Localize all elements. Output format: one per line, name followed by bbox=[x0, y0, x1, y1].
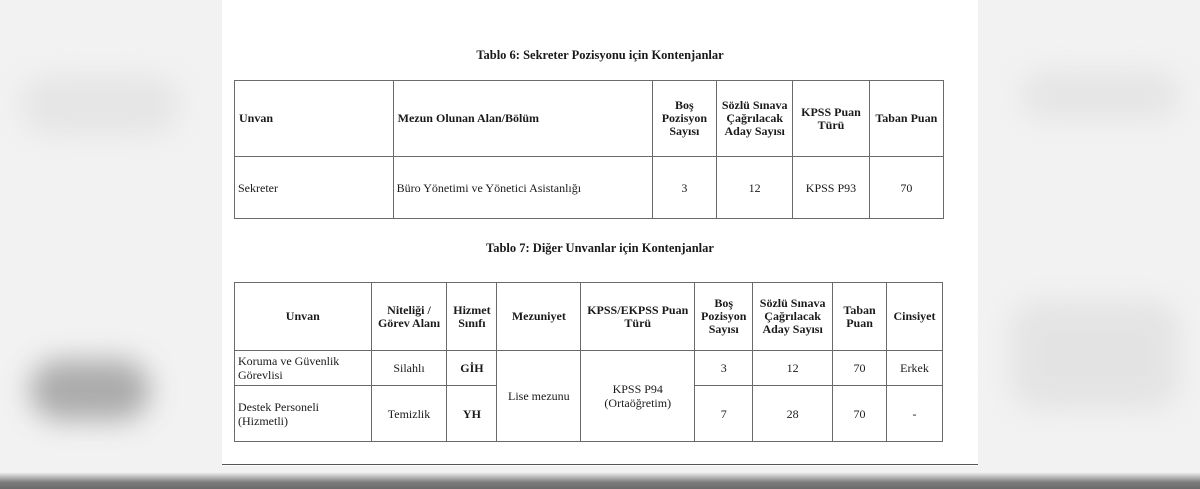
table6-header-taban-puan: Taban Puan bbox=[869, 81, 943, 157]
table7-cell-bos-pozisyon: 3 bbox=[695, 351, 753, 386]
bottom-shadow-strip bbox=[0, 472, 1200, 489]
table7-header-cinsiyet: Cinsiyet bbox=[887, 283, 943, 351]
table6-cell-unvan: Sekreter bbox=[235, 157, 394, 219]
page-bottom-rule bbox=[222, 464, 978, 465]
table7-header-nitelik: Niteliği / Görev Alanı bbox=[371, 283, 447, 351]
table6-caption: Tablo 6: Sekreter Pozisyonu için Kontenjanlar bbox=[476, 48, 724, 62]
table7-header-row bbox=[235, 283, 943, 351]
table6 bbox=[234, 80, 944, 219]
table7-header-unvan: Unvan bbox=[235, 283, 372, 351]
table7-cell-sozlu-sinav: 28 bbox=[753, 386, 833, 442]
table7-caption: Tablo 7: Diğer Unvanlar için Kontenjanlar bbox=[486, 241, 714, 255]
table7-cell-cinsiyet: - bbox=[887, 386, 943, 442]
table7-cell-hizmet-sinifi: YH bbox=[447, 386, 497, 442]
table6-header-unvan: Unvan bbox=[235, 81, 394, 157]
table6-cell-bolum: Büro Yönetimi ve Yönetici Asistanlığı bbox=[393, 157, 652, 219]
table6-header-kpss-puan: KPSS Puan Türü bbox=[793, 81, 869, 157]
table6-cell-sozlu-sinav: 12 bbox=[717, 157, 793, 219]
table7-header-hizmet-sinifi: Hizmet Sınıfı bbox=[447, 283, 497, 351]
table7-cell-sozlu-sinav: 12 bbox=[753, 351, 833, 386]
table7-cell-mezuniyet: Lise mezunu bbox=[497, 351, 581, 442]
table6-header-row bbox=[235, 81, 944, 157]
table7 bbox=[234, 282, 943, 442]
table7-cell-hizmet-sinifi: GİH bbox=[447, 351, 497, 386]
table6-cell-bos-pozisyon: 3 bbox=[652, 157, 716, 219]
table7-cell-nitelik: Temizlik bbox=[371, 386, 447, 442]
table7-cell-cinsiyet: Erkek bbox=[887, 351, 943, 386]
table7-header-sozlu-sinav: Sözlü Sınava Çağrılacak Aday Sayısı bbox=[753, 283, 833, 351]
table7-header-bos-pozisyon: Boş Pozisyon Sayısı bbox=[695, 283, 753, 351]
table7-cell-puan-turu bbox=[581, 351, 695, 442]
table6-header-sozlu-sinav: Sözlü Sınava Çağrılacak Aday Sayısı bbox=[717, 81, 793, 157]
table7-header-puan-turu: KPSS/EKPSS Puan Türü bbox=[581, 283, 695, 351]
table6-cell-taban-puan: 70 bbox=[869, 157, 943, 219]
table7-cell-unvan: Destek Personeli (Hizmetli) bbox=[235, 386, 372, 442]
table7-cell-taban-puan: 70 bbox=[833, 351, 887, 386]
table7-cell-nitelik: Silahlı bbox=[371, 351, 447, 386]
document-page bbox=[222, 0, 978, 466]
table7-header-mezuniyet: Mezuniyet bbox=[497, 283, 581, 351]
table7-cell-bos-pozisyon: 7 bbox=[695, 386, 753, 442]
table-row bbox=[235, 351, 943, 386]
table7-cell-taban-puan: 70 bbox=[833, 386, 887, 442]
table6-header-bolum: Mezun Olunan Alan/Bölüm bbox=[393, 81, 652, 157]
table7-puan-turu-text: KPSS P94 (Ortaöğretim) bbox=[604, 382, 672, 410]
table-row bbox=[235, 157, 944, 219]
table6-header-bos-pozisyon: Boş Pozisyon Sayısı bbox=[652, 81, 716, 157]
table6-cell-kpss-puan: KPSS P93 bbox=[793, 157, 869, 219]
table7-header-taban-puan: Taban Puan bbox=[833, 283, 887, 351]
table7-cell-unvan: Koruma ve Güvenlik Görevlisi bbox=[235, 351, 372, 386]
